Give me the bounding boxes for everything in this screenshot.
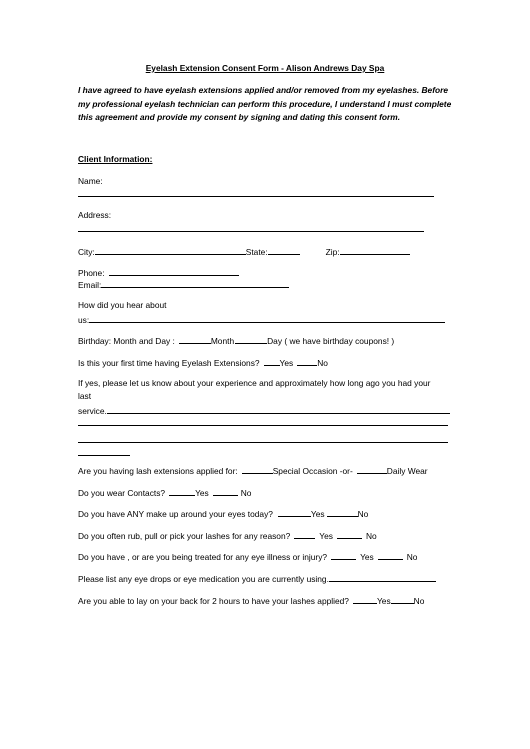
city-field[interactable] [95,245,246,255]
special-occasion-field[interactable] [242,464,273,474]
first-time-no-field[interactable] [297,356,317,366]
yes-label: Yes [360,552,374,562]
first-time-label: Is this your first time having Eyelash Extensions? [78,358,260,368]
makeup-no-field[interactable] [327,507,358,517]
hear-about-row [78,313,445,326]
applied-for-label: Are you having lash extensions applied for: [78,466,238,476]
rub-yes-field[interactable] [294,529,315,539]
no-label: No [240,488,252,498]
yes-label: Yes [376,596,391,606]
experience-line-2: last [78,391,92,401]
phone-field[interactable] [109,266,239,276]
experience-line-1: If yes, please let us know about your experience and approximately how long ago you had your [78,378,431,388]
contacts-yes-field[interactable] [169,486,195,496]
lay-back-no-field[interactable] [391,594,414,604]
city-label: City: [78,247,95,257]
state-field[interactable] [268,245,300,255]
eye-drops-field[interactable] [329,572,436,582]
state-label: State: [245,247,268,257]
zip-label: Zip: [325,247,340,257]
address-label: Address: [78,210,112,220]
address-field[interactable] [78,231,424,232]
illness-label: Do you have , or are you being treated for any eye illness or injury? [78,552,328,562]
birthday-month-field[interactable] [179,334,211,344]
lay-back-row [78,594,424,607]
form-title: Eyelash Extension Consent Form - Alison Andrews Day Spa [145,63,385,73]
intro-line: this agreement and provide my consent by signing and dating this consent form. [78,112,401,122]
no-label: No [317,358,328,368]
intro-line: I have agreed to have eyelash extensions applied and/or removed from my eyelashes. Before [78,85,449,95]
intro-line: my professional eyelash technician can perform this procedure, I understand I must complete [78,98,452,109]
makeup-yes-field[interactable] [278,507,311,517]
first-time-yes-field[interactable] [264,356,280,366]
no-label: No [357,509,369,519]
intro-paragraph [78,84,458,125]
lay-back-yes-field[interactable] [353,594,377,604]
contacts-label: Do you wear Contacts? [78,488,166,498]
month-label: Month [210,336,235,346]
client-information-heading: Client Information: [78,154,153,164]
contacts-no-field[interactable] [213,486,238,496]
name-field[interactable] [78,196,434,197]
experience-field-short-line[interactable] [78,455,130,456]
daily-wear-label: Daily Wear [386,466,428,476]
illness-row [78,550,417,563]
experience-field-line[interactable] [78,442,448,443]
makeup-label: Do you have ANY make up around your eyes today? [78,509,273,519]
no-label: No [406,552,418,562]
rub-label: Do you often rub, pull or pick your lashes for any reason? [78,531,291,541]
hear-about-field[interactable] [89,313,445,323]
experience-field[interactable] [107,404,450,414]
special-occasion-label: Special Occasion -or- [272,466,353,476]
lay-back-label: Are you able to lay on your back for 2 hours to have your lashes applied? [78,596,349,606]
rub-row [78,529,377,542]
yes-label: Yes [310,509,325,519]
experience-line-3: service. [78,406,107,416]
yes-label: Yes [195,488,209,498]
no-label: No [413,596,425,606]
experience-row [78,404,450,417]
experience-field-line[interactable] [78,425,448,426]
email-field[interactable] [101,278,289,288]
illness-yes-field[interactable] [331,550,356,560]
email-row [78,278,289,291]
rub-no-field[interactable] [337,529,362,539]
city-state-zip-row [78,245,410,258]
birthday-row [78,334,394,347]
daily-wear-field[interactable] [357,464,387,474]
birthday-label: Birthday: Month and Day : [78,336,175,346]
yes-label: Yes [319,531,333,541]
phone-label: Phone: [78,268,105,278]
makeup-row [78,507,368,520]
email-label: Email: [78,280,102,290]
yes-label: Yes [279,358,294,368]
applied-for-row [78,464,428,477]
eye-drops-row [78,572,436,585]
hear-about-label-2: us: [78,315,90,325]
birthday-day-field[interactable] [235,334,267,344]
no-label: No [365,531,377,541]
day-label: Day ( we have birthday coupons! ) [267,336,395,346]
contacts-row [78,486,251,499]
zip-field[interactable] [340,245,410,255]
eye-drops-label: Please list any eye drops or eye medication you are currently using. [78,574,329,584]
hear-about-label: How did you hear about [78,300,167,310]
illness-no-field[interactable] [378,550,403,560]
first-time-row [78,356,328,369]
name-label: Name: [78,176,103,186]
